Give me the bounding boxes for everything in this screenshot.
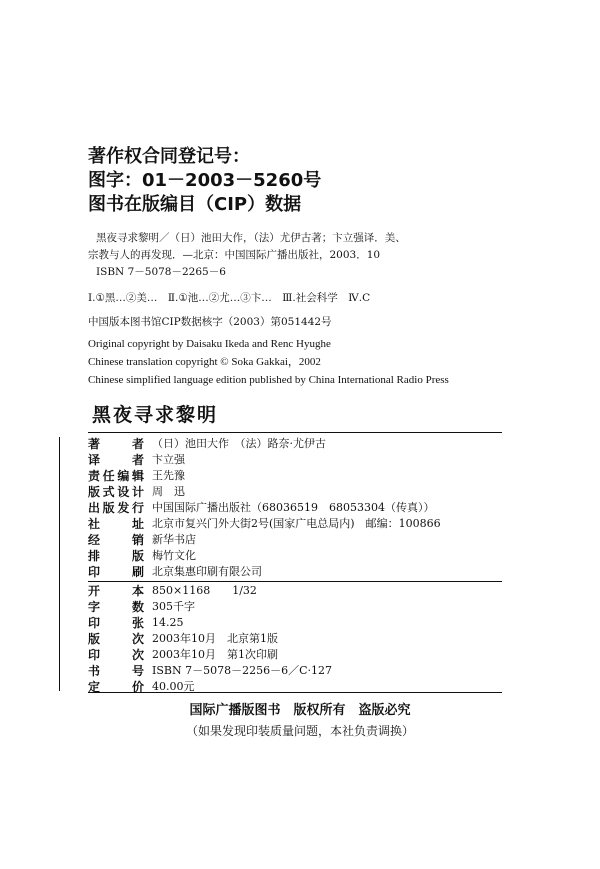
detail-value: 新华书店 (152, 533, 196, 546)
detail-row-format (88, 584, 502, 599)
detail-label: 书 号 (88, 664, 144, 678)
detail-row-designer (88, 485, 502, 500)
book-title: 黑夜寻求黎明 (92, 404, 219, 426)
detail-label: 定 价 (88, 680, 144, 694)
copyright-notice: 国际广播版图书 版权所有 盗版必究 (189, 703, 411, 718)
cip-line-2: 宗教与人的再发现．—北京：中国国际广播出版社，2003．10 (88, 249, 381, 261)
detail-value: 王先豫 (152, 469, 185, 482)
table-top-rule (88, 432, 502, 433)
detail-row-author (88, 437, 502, 452)
table-mid-rule (88, 581, 502, 582)
detail-value: 中国国际广播出版社（68036519 68053304（传真）） (152, 501, 435, 514)
detail-label: 排 版 (88, 549, 144, 563)
detail-row-editor (88, 469, 502, 484)
detail-row-publisher (88, 501, 502, 516)
detail-row-translator (88, 453, 502, 468)
detail-value: 北京集惠印刷有限公司 (152, 565, 262, 578)
cip-line-1: 黑夜寻求黎明／（日）池田大作，（法）尤伊古著；卞立强译．美、 (96, 232, 406, 244)
detail-label: 出 版 发 行 (88, 501, 144, 515)
detail-row-address (88, 517, 502, 532)
detail-label: 责 任 编 辑 (88, 469, 144, 483)
cip-heading: 图书在版编目（CIP）数据 (88, 194, 302, 215)
table-divider (59, 437, 60, 691)
table-bottom-rule (88, 692, 502, 693)
detail-label: 版 式 设 计 (88, 485, 144, 499)
detail-value: 14.25 (152, 616, 184, 629)
detail-value: 850×1168 1/32 (152, 584, 257, 597)
detail-value: 卞立强 (152, 453, 185, 466)
detail-row-printing (88, 648, 502, 663)
quality-notice: （如果发现印装质量问题，本社负责调换） (185, 724, 414, 738)
cip-classification: Ⅰ.①黑…②美… Ⅱ.①池…②尤…③卞… Ⅲ.社会科学 Ⅳ.C (88, 292, 371, 304)
registration-line-1: 著作权合同登记号： (88, 146, 250, 167)
detail-row-edition (88, 632, 502, 647)
detail-label: 经 销 (88, 533, 144, 547)
detail-row-printer (88, 565, 502, 580)
detail-label: 字 数 (88, 600, 144, 614)
detail-value: 305千字 (152, 600, 195, 613)
detail-value: 2003年10月 第1次印刷 (152, 648, 278, 661)
original-copyright: Original copyright by Daisaku Ikeda and Renc Hyughe (88, 338, 331, 350)
detail-label: 印 刷 (88, 565, 144, 579)
detail-label: 社 址 (88, 517, 144, 531)
detail-row-book-number (88, 664, 502, 679)
detail-label: 开 本 (88, 584, 144, 598)
translation-copyright: Chinese translation copyright © Soka Gakkai，2002 (88, 356, 321, 368)
detail-row-word-count (88, 600, 502, 615)
detail-value: （日）池田大作 （法）路奈·尤伊古 (152, 437, 326, 450)
detail-row-distributor (88, 533, 502, 548)
detail-label: 印 次 (88, 648, 144, 662)
cip-isbn: ISBN 7－5078－2265－6 (96, 266, 226, 278)
detail-row-sheets (88, 616, 502, 631)
detail-label: 印 张 (88, 616, 144, 630)
detail-value: 北京市复兴门外大街2号(国家广电总局内) 邮编：100866 (152, 517, 441, 530)
detail-label: 译 者 (88, 453, 144, 467)
edition-statement: Chinese simplified language edition published by China International Radio Press (88, 374, 449, 386)
cip-number: 中国版本图书馆CIP数据核字（2003）第051442号 (88, 316, 332, 328)
detail-value: 2003年10月 北京第1版 (152, 632, 278, 645)
detail-label: 版 次 (88, 632, 144, 646)
registration-line-2: 图字：01－2003－5260号 (88, 170, 322, 191)
detail-label: 著 者 (88, 437, 144, 451)
detail-value: 梅竹文化 (152, 549, 196, 562)
detail-value: 周 迅 (152, 485, 185, 498)
detail-row-typesetting (88, 549, 502, 564)
detail-value: 40.00元 (152, 680, 195, 693)
detail-value: ISBN 7－5078－2256－6／C·127 (152, 664, 332, 677)
